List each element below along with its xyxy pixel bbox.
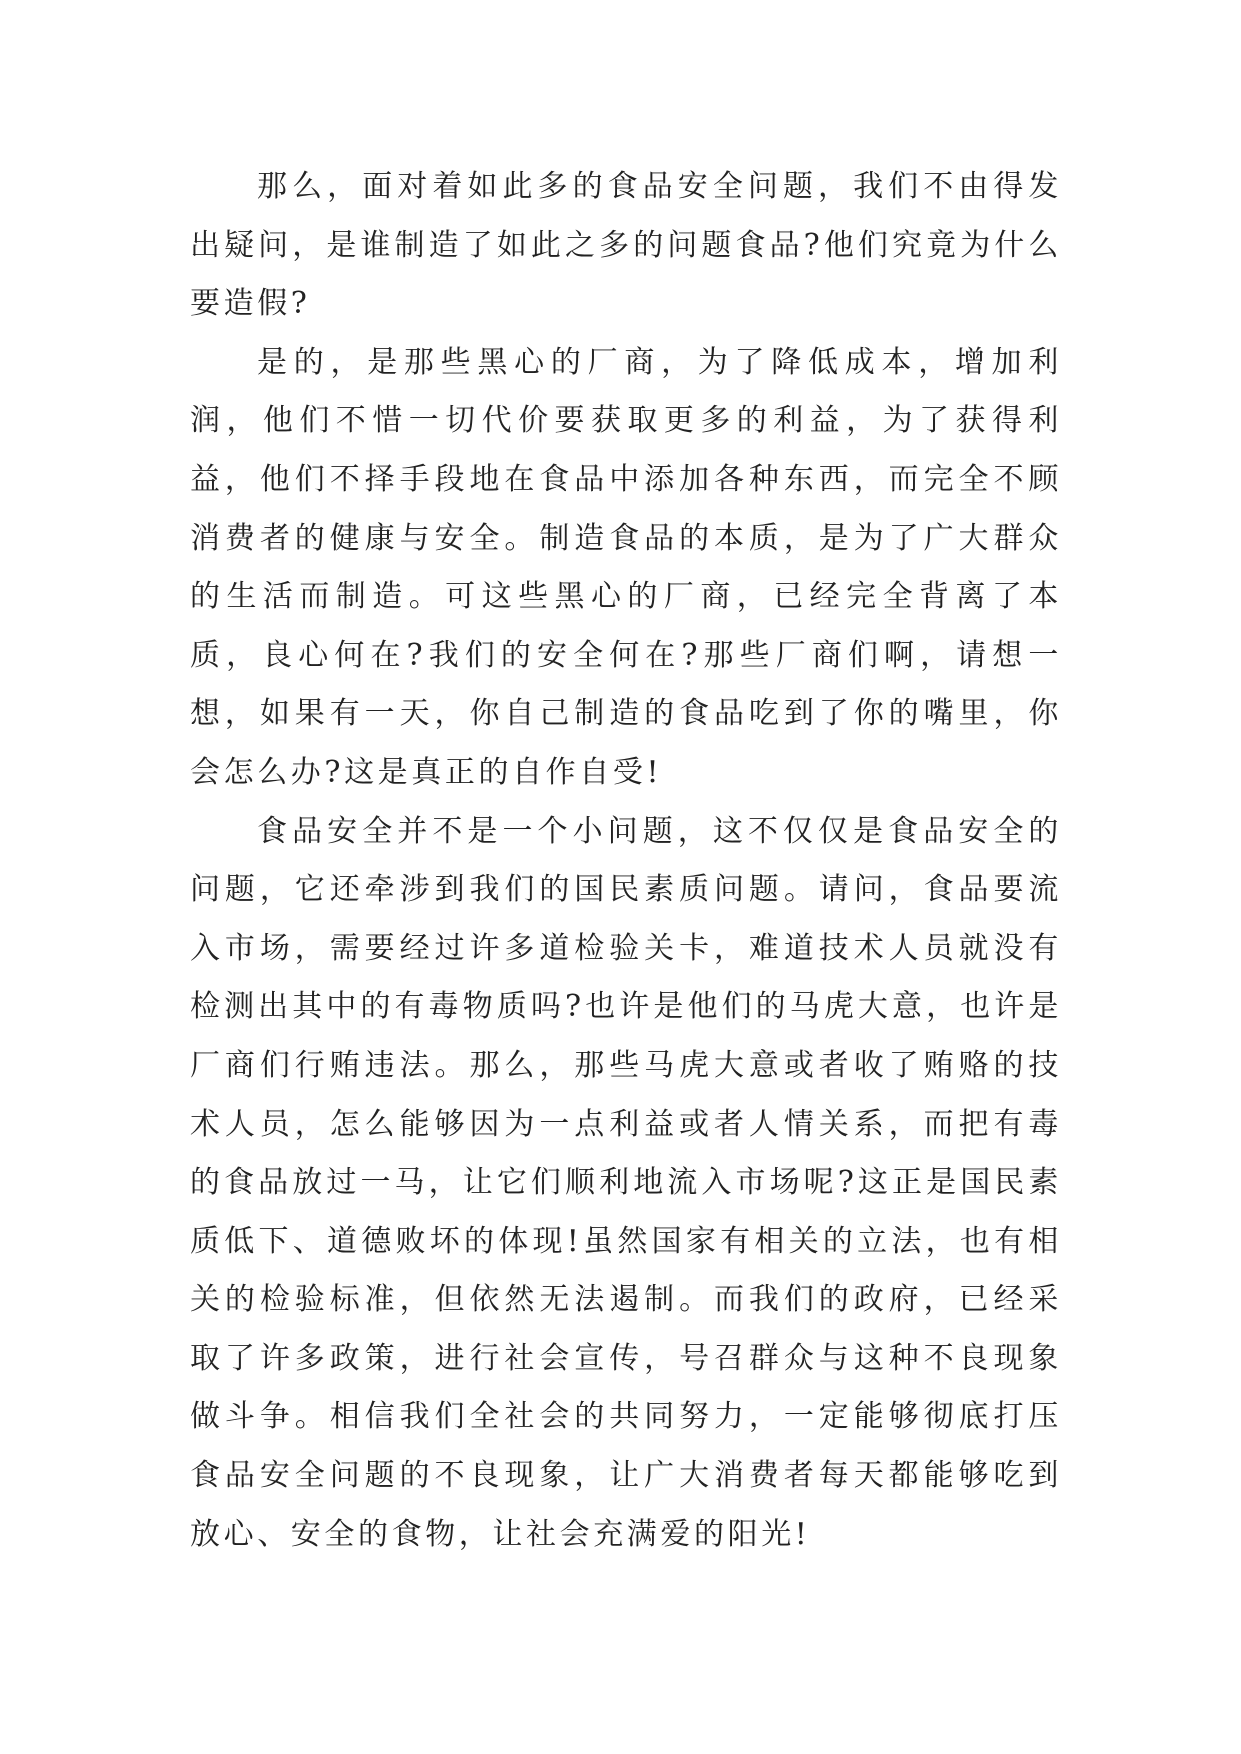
paragraph-3: 食品安全并不是一个小问题，这不仅仅是食品安全的问题，它还牵涉到我们的国民素质问题。请问，食品要流入市场，需要经过许多道检验关卡，难道技术人员就没有检测出其中的有毒物质吗?也许是他们的马虎大意，也许是厂商们行贿违法。那么，那些马虎大意或者收了贿赂的技术人员，怎么能够因为一点利益或者人情关系，而把有毒的食品放过一马，让它们顺利地流入市场呢?这正是国民素质低下、道德败坏的体现!虽然国家有相关的立法，也有相关的检验标准，但依然无法遏制。而我们的政府，已经采取了许多政策，进行社会宣传，号召群众与这种不良现象做斗争。相信我们全社会的共同努力，一定能够彻底打压食品安全问题的不良现象，让广大消费者每天都能够吃到放心、安全的食物，让社会充满爱的阳光! bbox=[190, 813, 1062, 1552]
paragraph-2: 是的，是那些黑心的厂商，为了降低成本，增加利润，他们不惜一切代价要获取更多的利益，为了获得利益，他们不择手段地在食品中添加各种东西，而完全不顾消费者的健康与安全。制造食品的本质，是为了广大群众的生活而制造。可这些黑心的厂商，已经完全背离了本质，良心何在?我们的安全何在?那些厂商们啊，请想一想，如果有一天，你自己制造的食品吃到了你的嘴里，你会怎么办?这是真正的自作自受! bbox=[190, 344, 1062, 790]
document-body bbox=[190, 158, 1062, 1564]
paragraph-1: 那么，面对着如此多的食品安全问题，我们不由得发出疑问，是谁制造了如此之多的问题食品?他们究竟为什么要造假? bbox=[190, 169, 1062, 322]
